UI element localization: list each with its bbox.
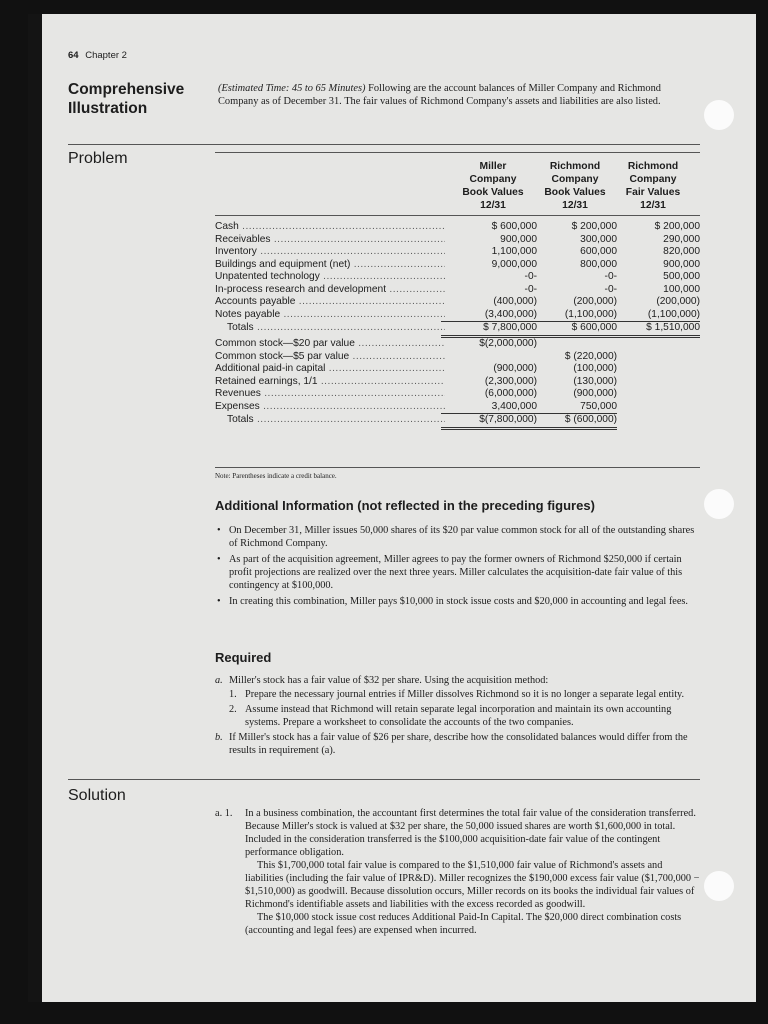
required-heading: Required	[215, 650, 272, 665]
solution-paragraph: The $10,000 stock issue cost reduces Additional Paid-In Capital. The $20,000 direct combination costs (accounting and legal fees) are expensed when incurred.	[245, 912, 682, 936]
table-note: Note: Parentheses indicate a credit balance.	[215, 472, 337, 480]
table-row: Common stock—$5 par value ..... $ (220,000)	[215, 351, 675, 364]
table-bottom-rule	[215, 467, 700, 468]
col-header-richmond-fair: Richmond Company Fair Values 12/31	[625, 161, 681, 211]
table-row: Receivables ..... 900,000 300,000 290,000	[215, 234, 675, 247]
table-row: Unpatented technology ..... -0- -0- 500,000	[215, 271, 675, 284]
problem-label: Problem	[68, 150, 128, 167]
table-row-total: Totals ..... $ 7,800,000 $ 600,000 $ 1,510,000	[215, 322, 675, 335]
table-header-rule	[215, 215, 700, 216]
divider	[68, 144, 700, 145]
required-list	[215, 674, 700, 758]
chapter-label: Chapter 2	[85, 50, 127, 61]
punch-hole	[704, 871, 734, 901]
list-item: • On December 31, Miller issues 50,000 shares of its $20 par value common stock for all of the outstanding shares of Richmond Company.	[215, 524, 700, 550]
running-header	[68, 50, 127, 61]
table-row: Common stock—$20 par value ..... $(2,000,000)	[215, 338, 675, 351]
punch-hole	[704, 489, 734, 519]
page-binding-edge	[28, 14, 42, 1002]
list-item: • In creating this combination, Miller pays $10,000 in stock issue costs and $20,000 in accounting and legal fees.	[215, 595, 700, 608]
table-row: Expenses ..... 3,400,000 750,000	[215, 401, 675, 414]
requirement-a: a. Miller's stock has a fair value of $32 per share. Using the acquisition method:	[215, 675, 549, 686]
table-row: Buildings and equipment (net) ..... 9,000,000 800,000 900,000	[215, 259, 675, 272]
textbook-page	[28, 14, 756, 1002]
divider	[215, 152, 700, 153]
requirement-a2: 2. Assume instead that Richmond will retain separate legal incorporation and maintain its own accounting systems. Prepare a worksheet to consolidate the accounts of the two companies.	[229, 704, 672, 728]
solution-paragraph: a. 1. In a business combination, the accountant first determines the total fair value of the consideration transferred. Because Miller's stock is valued at $32 per share, the 50,000 issued shares are worth $1,600,000 in total. Included in the consideration transferred is the $100,000 acquisition-date fair value of the contingent performance obligation.	[215, 808, 696, 858]
table-row: In-process research and development ..... -0- -0- 100,000	[215, 284, 675, 297]
page-number: 64	[68, 50, 79, 61]
section-title: Comprehensive Illustration	[68, 81, 185, 117]
intro-paragraph: (Estimated Time: 45 to 65 Minutes) Following are the account balances of Miller Company and Richmond Company as of December 31. The fair values of Richmond Company's assets and liabilities are also listed.	[218, 83, 661, 107]
requirement-a1: 1. Prepare the necessary journal entries if Miller dissolves Richmond so it is no longer a separate legal entity.	[229, 689, 685, 700]
table-row: Retained earnings, 1/1 ..... (2,300,000) (130,000)	[215, 376, 675, 389]
requirement-b: b. If Miller's stock has a fair value of $26 per share, describe how the consolidated balances would differ from the results in requirement (a).	[215, 732, 688, 756]
table-row: Revenues ..... (6,000,000) (900,000)	[215, 388, 675, 401]
solution-text	[215, 807, 700, 937]
additional-info-list	[215, 524, 700, 611]
additional-info-heading: Additional Information (not reflected in the preceding figures)	[215, 498, 595, 513]
table-row: Cash ..... $ 600,000 $ 200,000 $ 200,000	[215, 221, 675, 234]
table-row: Additional paid-in capital ..... (900,000) (100,000)	[215, 363, 675, 376]
col-header-richmond-book: Richmond Company Book Values 12/31	[544, 161, 606, 211]
table-row: Notes payable ..... (3,400,000) (1,100,000) (1,100,000)	[215, 309, 675, 322]
punch-hole	[704, 100, 734, 130]
divider	[68, 779, 700, 780]
table-row-total: Totals ..... $(7,800,000) $ (600,000)	[215, 414, 675, 427]
solution-label: Solution	[68, 787, 126, 804]
table-row: Inventory ..... 1,100,000 600,000 820,000	[215, 246, 675, 259]
estimated-time: (Estimated Time: 45 to 65 Minutes)	[218, 83, 366, 94]
col-header-miller-book: Miller Company Book Values 12/31	[462, 161, 524, 211]
solution-paragraph: This $1,700,000 total fair value is compared to the $1,510,000 fair value of Richmond's assets and liabilities (including the fair value of IPR&D). Miller recognizes the $190,000 excess fair value ($1,700,000 − $1,510,000) as goodwill. Because dissolution occurs, Miller records on its books the individual fair values of Richmond's identifiable assets and liabilities with the excess recorded as goodwill.	[245, 860, 700, 910]
table-row: Accounts payable ..... (400,000) (200,000) (200,000)	[215, 296, 675, 309]
list-item: • As part of the acquisition agreement, Miller agrees to pay the former owners of Richmond $250,000 if certain profit projections are realized over the next three years. Miller calculates the acquisition-date fair value of this contingency at $100,000.	[215, 553, 700, 592]
